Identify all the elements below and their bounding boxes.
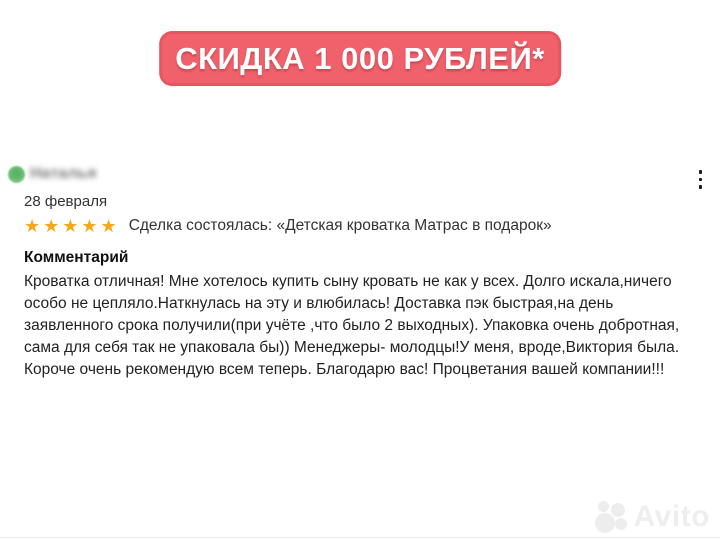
review-date: 28 февраля (24, 193, 108, 210)
kebab-dot (699, 170, 703, 174)
kebab-dot (699, 178, 703, 182)
author-name: Наталья (30, 165, 97, 182)
avito-logo-circle (598, 501, 609, 512)
review-header (8, 164, 708, 184)
avito-logo-circle (615, 518, 627, 530)
comment-text: Кроватка отличная! Мне хотелось купить сыну кровать не как у всех. Долго искала,ничего особо не цепляло.Наткнулась на эту и влюбилась! Доставка пэк быстрая,на день заявленного срока получили(при учёте ,что было 2 выходных). Упаковка очень добротная, сама для себя так не упаковала бы)) Менеджеры- молодцы!У меня, вроде,Виктория была. Короче очень рекомендую всем теперь. Благодарю вас! Процветания вашей компании!!! (24, 273, 680, 378)
avito-watermark (595, 500, 710, 534)
review-card (8, 164, 708, 381)
rating-row (24, 217, 708, 235)
avito-logo-icon (595, 500, 631, 534)
kebab-menu-icon[interactable] (697, 168, 705, 191)
star-rating-icons: ★★★★★ (24, 216, 120, 236)
kebab-dot (699, 185, 703, 189)
discount-banner-text: СКИДКА 1 000 РУБЛЕЙ* (175, 40, 545, 76)
discount-banner (159, 31, 561, 86)
avito-logo-circle (595, 513, 615, 533)
avito-watermark-text: Avito (633, 500, 710, 533)
deal-status-text: Сделка состоялась: «Детская кроватка Матрас в подарок» (128, 217, 552, 234)
comment-label: Комментарий (24, 249, 129, 266)
avatar (8, 166, 25, 183)
avito-logo-circle (611, 503, 625, 517)
bottom-divider (0, 537, 720, 538)
